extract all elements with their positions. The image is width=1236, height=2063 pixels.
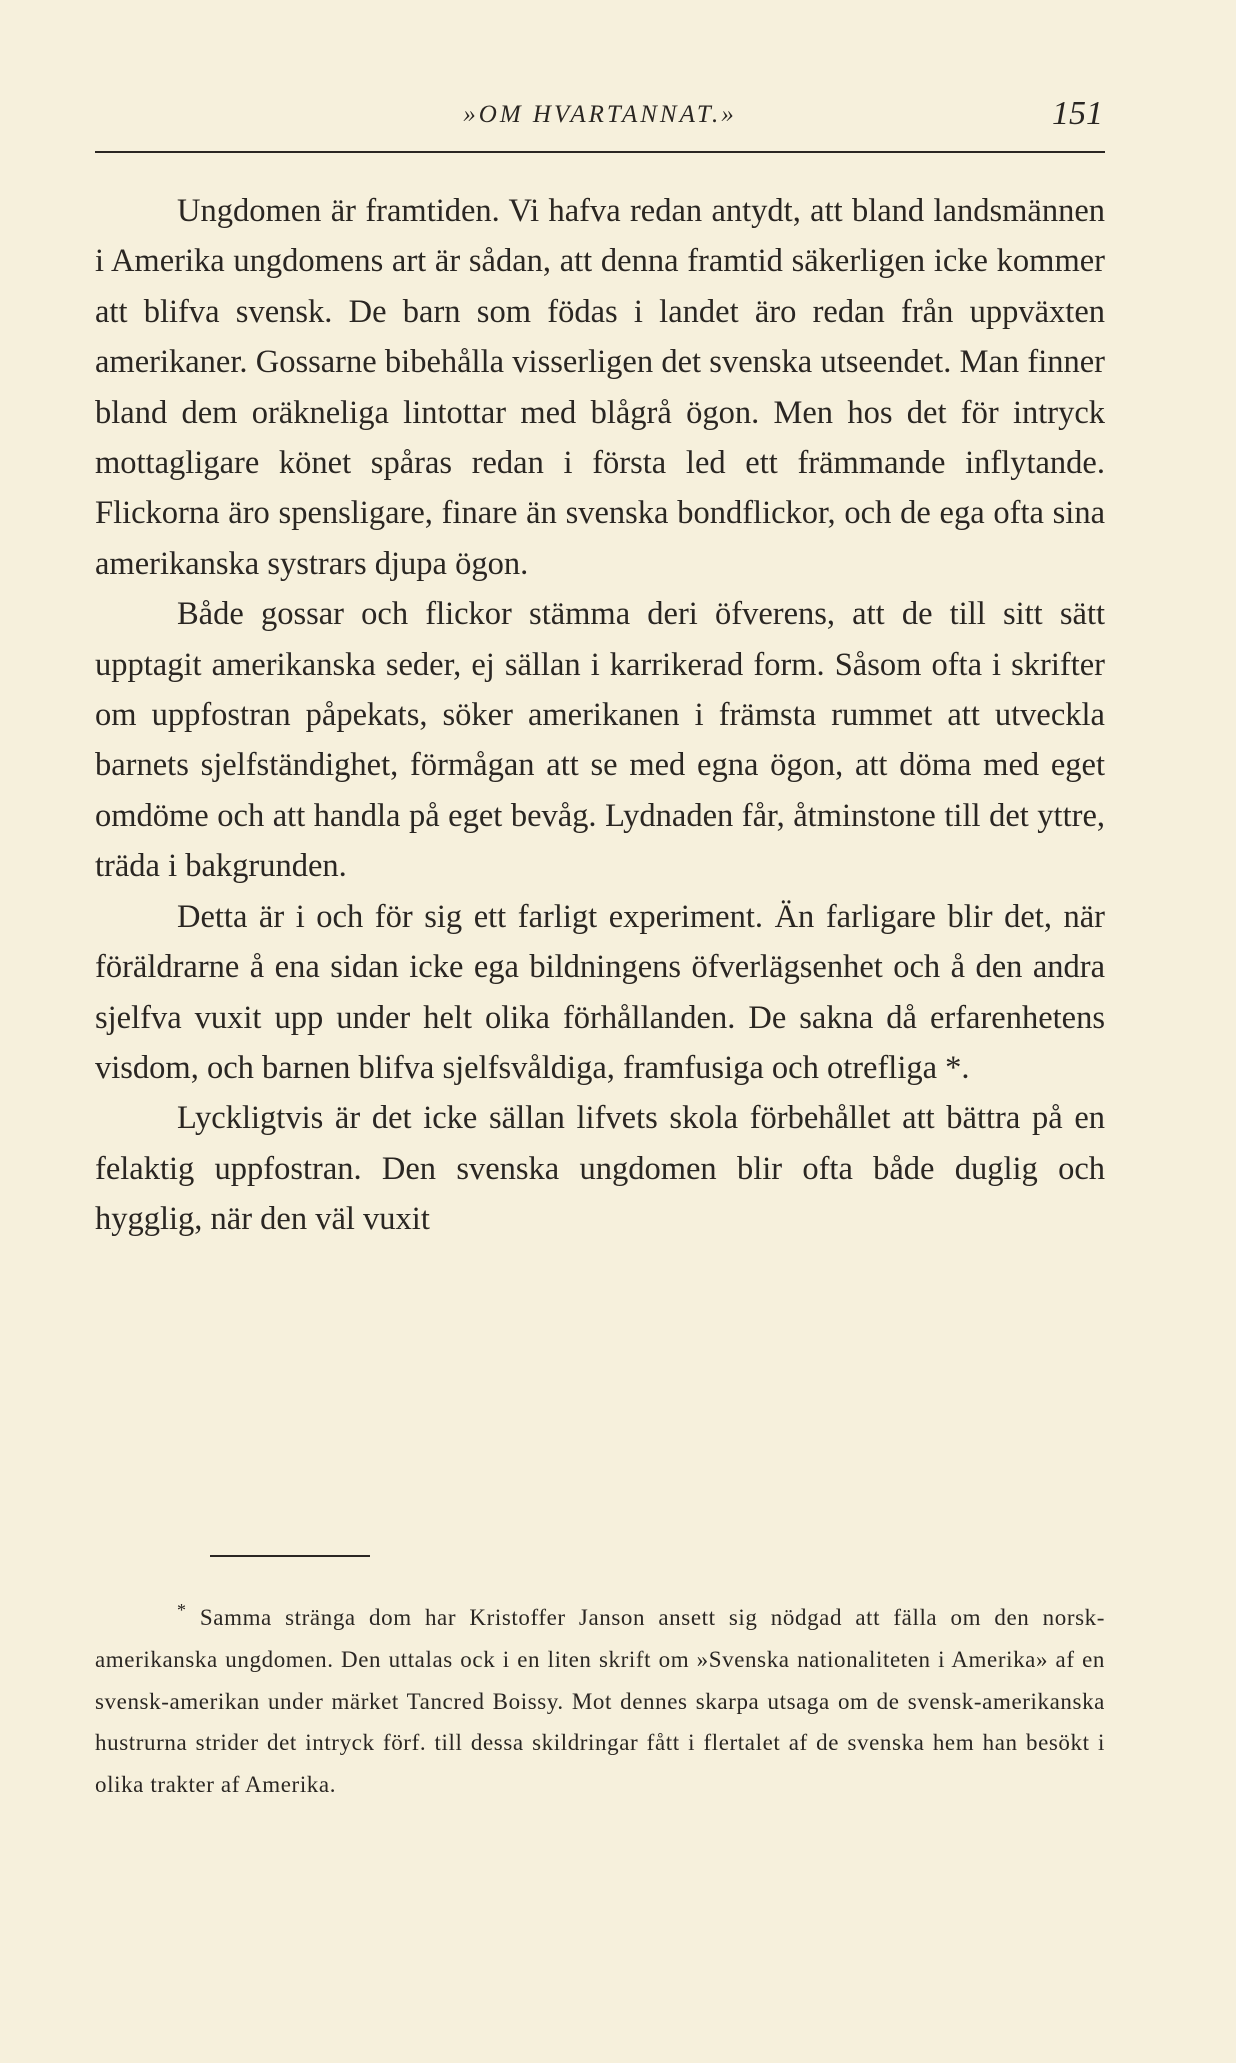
footnote-rule xyxy=(210,1555,370,1557)
paragraph-1: Ungdomen är framtiden. Vi hafva redan antydt, att bland landsmännen i Amerika ungdomens art är sådan, att denna framtid säkerligen icke kommer att blifva svensk. De barn som födas i landet äro redan från uppväxten amerikaner. Gossarne bibehålla visserligen det svenska utseendet. Man finner bland dem oräkneliga lintottar med blågrå ögon. Men hos det för intryck mottagligare könet spåras redan i första led ett främmande inflytande. Flickorna äro spensligare, finare än svenska bondflickor, och de ega ofta sina amerikanska systrars djupa ögon. xyxy=(95,193,1105,582)
header-rule xyxy=(95,151,1105,153)
paragraph-3 xyxy=(95,892,1105,1094)
paragraph-4: Lyckligtvis är det icke sällan lifvets skola förbehållet att bättra på en felaktig uppfostran. Den svenska ungdomen blir ofta både duglig och hygglig, när den väl vuxit xyxy=(95,1100,1105,1238)
main-text xyxy=(95,186,1105,1245)
paragraph-2: Både gossar och flickor stämma deri öfverens, att de till sitt sätt upptagit amerikanska seder, ej sällan i karrikerad form. Såsom ofta i skrifter om uppfostran påpekats, söker amerikanen i främsta rummet att utveckla barnets sjelfständighet, förmågan att se med egna ögon, att döma med eget omdöme och att handla på eget bevåg. Lydnaden får, åtminstone till det yttre, träda i bakgrunden. xyxy=(95,596,1105,885)
page-number: 151 xyxy=(1052,95,1103,132)
running-head: »OM HVARTANNAT.» xyxy=(463,101,737,128)
footnote-paragraph xyxy=(95,1590,1105,1806)
page-header xyxy=(95,95,1105,155)
footnote-marker: * xyxy=(177,1600,187,1620)
footnote-reference: *. xyxy=(945,1049,970,1086)
paragraph-3-text: Detta är i och för sig ett farligt experiment. Än farligare blir det, när föräldrarne å ena sidan icke ega bildningens öfverlägsenhet och å den andra sjelfva vuxit upp under helt olika förhållanden. De sakna då erfarenhetens visdom, och barnen blifva sjelfsvåldiga, framfusiga och otrefliga xyxy=(95,898,1105,1086)
footnote-text: Samma stränga dom har Kristoffer Janson ansett sig nödgad att fälla om den norsk-amerikanska ungdomen. Den uttalas ock i en liten skrift om »Svenska nationaliteten i Amerika» af en svensk-amerikan under märket Tancred Boissy. Mot dennes skarpa utsaga om de svensk-amerikanska hustrurna strider det intryck förf. till dessa skildringar fått i flertalet af de svenska hem han besökt i olika trakter af Amerika. xyxy=(95,1605,1105,1798)
footnote xyxy=(95,1590,1105,1806)
